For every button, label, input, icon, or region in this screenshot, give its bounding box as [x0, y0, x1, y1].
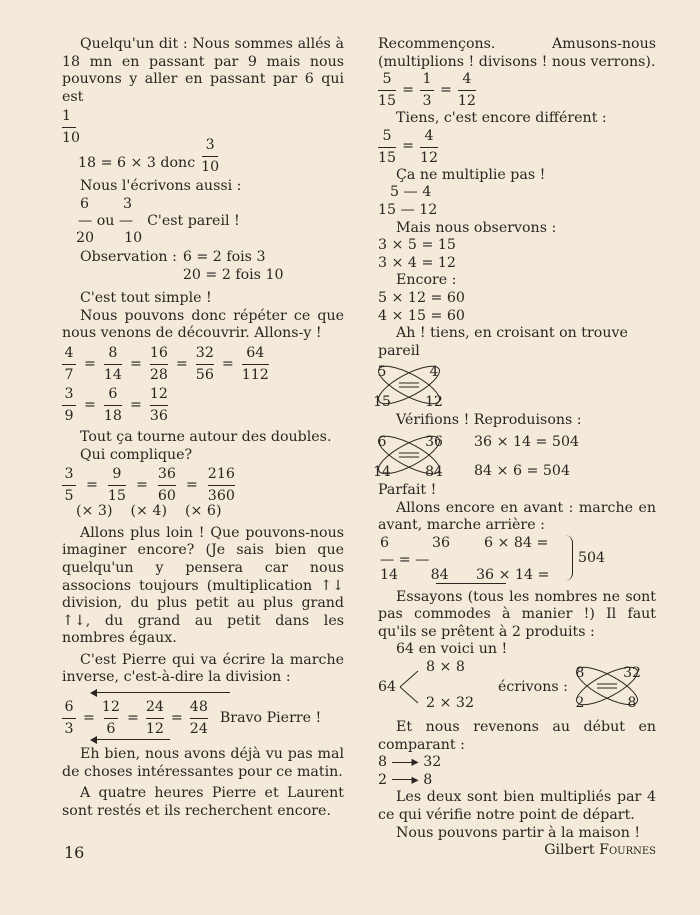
denominator: 56 — [195, 366, 214, 383]
fraction-sequence — [378, 71, 656, 110]
paragraph: Essayons (tous les nombres ne sont pas commodes à manier !) Il faut qu'ils se prêtent à 2 produits : — [378, 588, 656, 640]
tree-root: 64 — [378, 679, 397, 696]
verification-line: 36 × 14 = 504 — [474, 433, 579, 450]
paragraph: Ah ! tiens, en croisant on trouve pareil — [378, 325, 628, 359]
compare-line: 2 ▸ 8 — [378, 771, 433, 788]
numerator: 36 — [431, 534, 450, 551]
numerator: 3 — [205, 137, 215, 154]
fraction — [420, 71, 434, 110]
denominator: 14 — [103, 366, 122, 383]
cross-diagram-svg — [372, 360, 452, 412]
observation — [80, 249, 344, 284]
fraction-bars: — = — — [380, 551, 430, 568]
cross-number: 8 — [575, 665, 585, 682]
alternative-notation — [76, 195, 344, 247]
signature-last: Fournes — [599, 842, 656, 859]
denominator: 20 — [76, 229, 95, 246]
paragraph: C'est tout simple ! — [80, 290, 212, 307]
equals-sign: = — [221, 355, 234, 372]
numerator: 216 — [207, 466, 235, 483]
denominator: 12 — [419, 149, 439, 166]
cross-number: 4 — [429, 364, 439, 381]
numerator: 5 — [382, 71, 392, 88]
numerator: 4 — [64, 344, 74, 361]
paragraph: Eh bien, nous avons déjà vu pas mal de choses intéressantes pour ce matin. — [62, 746, 344, 780]
equation — [78, 137, 344, 176]
multiplier-label: (× 3) — [76, 503, 113, 520]
division-sequence — [62, 699, 344, 738]
multiplier-label: (× 6) — [185, 503, 222, 520]
fraction — [104, 345, 122, 384]
multiplier-row — [76, 503, 344, 521]
denominator: 14 — [380, 566, 399, 583]
numerator: 4 — [424, 127, 434, 144]
paragraph: C'est Pierre qui va écrire la marche inverse, c'est-à-dire la division : — [62, 651, 344, 686]
paragraph: Qui complique? — [80, 446, 193, 463]
denominator: 15 — [378, 93, 397, 110]
equation-text: 18 = 6 × 3 donc — [78, 155, 196, 172]
numerator: 5 — [382, 127, 392, 144]
cross-diagram-svg — [372, 430, 452, 484]
fraction-sequence — [62, 466, 344, 505]
numerator: 12 — [149, 385, 168, 402]
verification-block — [373, 430, 656, 482]
denominator: 10 — [62, 130, 81, 147]
numerator: 1 — [62, 108, 72, 125]
paragraph: Et nous revenons au début en comparant : — [378, 719, 656, 753]
denominator: 18 — [103, 407, 122, 424]
denominator: 112 — [241, 366, 269, 383]
observation-line: 6 = 2 fois 3 — [182, 248, 266, 265]
denominator: 360 — [207, 488, 235, 505]
paragraph: Recommençons. Amusons-nous (multiplions ! divisons ! nous verrons). — [378, 36, 656, 70]
fraction-sequence — [62, 386, 344, 425]
denominator: 15 — [107, 488, 126, 505]
equals-sign: = — [86, 476, 98, 493]
paragraph: Ça ne multiplie pas ! — [396, 166, 546, 183]
equals-sign: = — [439, 81, 452, 98]
numerator: 3 — [64, 466, 74, 483]
compare-value: 2 — [378, 771, 388, 788]
ecrivons-text: écrivons : — [498, 679, 568, 696]
numerator: 64 — [246, 344, 265, 361]
equals-sign: = — [402, 81, 414, 98]
denominator: 12 — [457, 93, 476, 110]
equals-sign: = — [84, 355, 96, 372]
denominator: 24 — [189, 721, 208, 738]
denominator: 28 — [149, 366, 168, 383]
fraction — [378, 71, 396, 110]
numerator: 3 — [64, 385, 74, 402]
march-equation: 6 × 84 = — [484, 534, 549, 551]
signature-first: Gilbert — [544, 842, 595, 859]
right-column — [373, 36, 656, 860]
cross-number: 5 — [377, 364, 387, 381]
bravo-text: Bravo Pierre ! — [219, 709, 322, 726]
paragraph: Vérifions ! Reproduisons : — [396, 412, 582, 429]
tree-top: 8 × 8 — [426, 659, 465, 676]
march-block — [378, 535, 656, 585]
paragraph: 64 en voici un ! — [396, 641, 508, 658]
march-equation: 36 × 14 = — [476, 566, 550, 583]
numerator: 24 — [145, 699, 164, 716]
numerator: 6 — [380, 534, 390, 551]
denominator: 3 — [64, 721, 74, 738]
fraction — [158, 466, 176, 505]
cross-number: 36 — [425, 433, 443, 450]
numerators — [380, 535, 480, 553]
fraction — [208, 466, 235, 505]
compare-value: 32 — [423, 754, 442, 771]
denominator: 9 — [64, 407, 74, 424]
numerator: 32 — [195, 344, 214, 361]
cross-number: 84 — [425, 463, 443, 480]
multiplier-label: (× 4) — [130, 503, 167, 520]
denominator: 10 — [201, 159, 220, 176]
left-arrow — [90, 736, 200, 744]
numerator: 3 — [123, 195, 133, 212]
fraction — [150, 386, 168, 425]
cross-number: 12 — [425, 394, 443, 411]
signature — [378, 842, 656, 860]
fraction — [62, 345, 76, 384]
paragraph: Quelqu'un dit : Nous sommes allés à 18 mn en passant par 9 mais nous pouvons y aller en passant par 6 qui est — [62, 36, 344, 105]
observation-line: 3 × 5 = 15 — [378, 237, 456, 254]
compare-value: 8 — [378, 754, 388, 771]
equals-sign: = — [402, 138, 414, 155]
verification-line: 84 × 6 = 504 — [474, 462, 570, 479]
dash-line: 15 — 12 — [378, 201, 438, 218]
march-result: 504 — [578, 549, 606, 566]
paragraph: Mais nous observons : — [396, 219, 557, 236]
equals-sign: = — [175, 355, 188, 372]
equals-sign: = — [83, 709, 95, 726]
denominator: 6 — [106, 721, 116, 738]
paragraph: Allons encore en avant : marche en avant, marche arrière : — [378, 499, 656, 534]
paragraph: Encore : — [396, 272, 457, 289]
fraction-sequence — [378, 128, 656, 167]
fraction — [62, 466, 76, 505]
numerator: 8 — [108, 344, 118, 361]
numerator: 4 — [462, 71, 472, 88]
denominator: 15 — [378, 149, 397, 166]
tree-bottom: 2 × 32 — [426, 695, 474, 712]
cross-number: 8 — [627, 695, 637, 712]
cross-number: 6 — [377, 433, 387, 450]
equals-sign: = — [129, 396, 142, 413]
numerator: 16 — [149, 344, 168, 361]
paragraph: Nous l'écrivons aussi : — [80, 178, 242, 195]
observation-line: 4 × 15 = 60 — [378, 307, 465, 324]
numerator: 36 — [157, 466, 176, 483]
equals-sign: = — [84, 396, 96, 413]
cross-diagram — [373, 360, 656, 412]
fraction — [146, 699, 164, 738]
paragraph: Nous pouvons donc répéter ce que nous venons de découvrir. Allons-y ! — [62, 307, 344, 342]
paragraph: Tiens, c'est encore différent : — [396, 110, 607, 127]
fraction — [196, 345, 214, 384]
cross-number: 32 — [623, 665, 641, 682]
observation-label: Observation : — [80, 248, 177, 265]
left-column — [62, 36, 344, 820]
observation-line: 20 = 2 fois 10 — [182, 266, 284, 283]
numerator: 48 — [189, 699, 208, 716]
denominator: 5 — [64, 488, 74, 505]
note: C'est pareil ! — [147, 212, 240, 229]
fraction — [104, 386, 122, 425]
fraction — [150, 345, 168, 384]
paragraph: Nous pouvons partir à la maison ! — [396, 824, 641, 841]
denominator: 12 — [145, 721, 164, 738]
denominators — [380, 567, 480, 585]
denominator: 7 — [64, 366, 74, 383]
denominator: 10 — [124, 229, 143, 246]
paragraph: Allons plus loin ! Que pouvons-nous imaginer encore? (Je sais bien que quelqu'un y pensera car nous associons toujours (multiplication ↑↓ division, du plus petit au plus grand ↑↓, du grand au petit dans les nombres égaux. — [62, 524, 344, 647]
equals-sign: = — [170, 709, 183, 726]
compare-line: 8 ▸ 32 — [378, 754, 442, 771]
denominator: 84 — [430, 566, 449, 583]
paragraph: Parfait ! — [378, 481, 437, 498]
brace — [564, 535, 573, 581]
fraction — [62, 699, 76, 738]
cross-number: 2 — [575, 695, 585, 712]
left-arrow — [90, 689, 260, 697]
paragraph: Tout ça tourne autour des doubles. — [80, 428, 332, 445]
equals-sign: = — [135, 476, 148, 493]
denominator: 36 — [149, 407, 168, 424]
fraction — [458, 71, 476, 110]
numerator: 6 — [64, 699, 74, 716]
cross-number: 15 — [373, 394, 391, 411]
numerator: 6 — [108, 385, 118, 402]
ou-text: — ou — — [78, 212, 134, 229]
fraction-sequence — [62, 699, 208, 738]
cross-diagram-svg — [570, 661, 650, 715]
tree-block — [378, 659, 656, 715]
paragraph: Les deux sont bien multipliés par 4 ce qui vérifie notre point de départ. — [378, 789, 656, 824]
fraction — [108, 466, 126, 505]
equals-sign: = — [185, 476, 198, 493]
equals-sign: = — [129, 355, 142, 372]
numerator: 9 — [112, 466, 122, 483]
compare-value: 8 — [423, 771, 433, 788]
numerator: 6 — [80, 195, 90, 212]
observation-line: 3 × 4 = 12 — [378, 254, 456, 271]
cross-number: 14 — [373, 463, 391, 480]
fraction — [62, 386, 76, 425]
dash-line: 5 — 4 — [390, 184, 432, 201]
numerator: 12 — [101, 699, 120, 716]
denominator: 60 — [157, 488, 176, 505]
equals-sign: = — [126, 709, 139, 726]
fraction — [420, 128, 438, 167]
page-number: 16 — [64, 843, 85, 862]
fraction — [378, 128, 396, 167]
fraction — [190, 699, 208, 738]
fraction — [102, 699, 120, 738]
fraction-sequence — [62, 345, 344, 384]
numerator: 1 — [422, 71, 432, 88]
arrow-line — [436, 583, 506, 584]
observation-line: 5 × 12 = 60 — [378, 289, 465, 306]
fraction — [242, 345, 269, 384]
tree-branches — [396, 661, 426, 711]
paragraph: A quatre heures Pierre et Laurent sont restés et ils recherchent encore. — [62, 785, 344, 819]
denominator: 3 — [422, 93, 432, 110]
